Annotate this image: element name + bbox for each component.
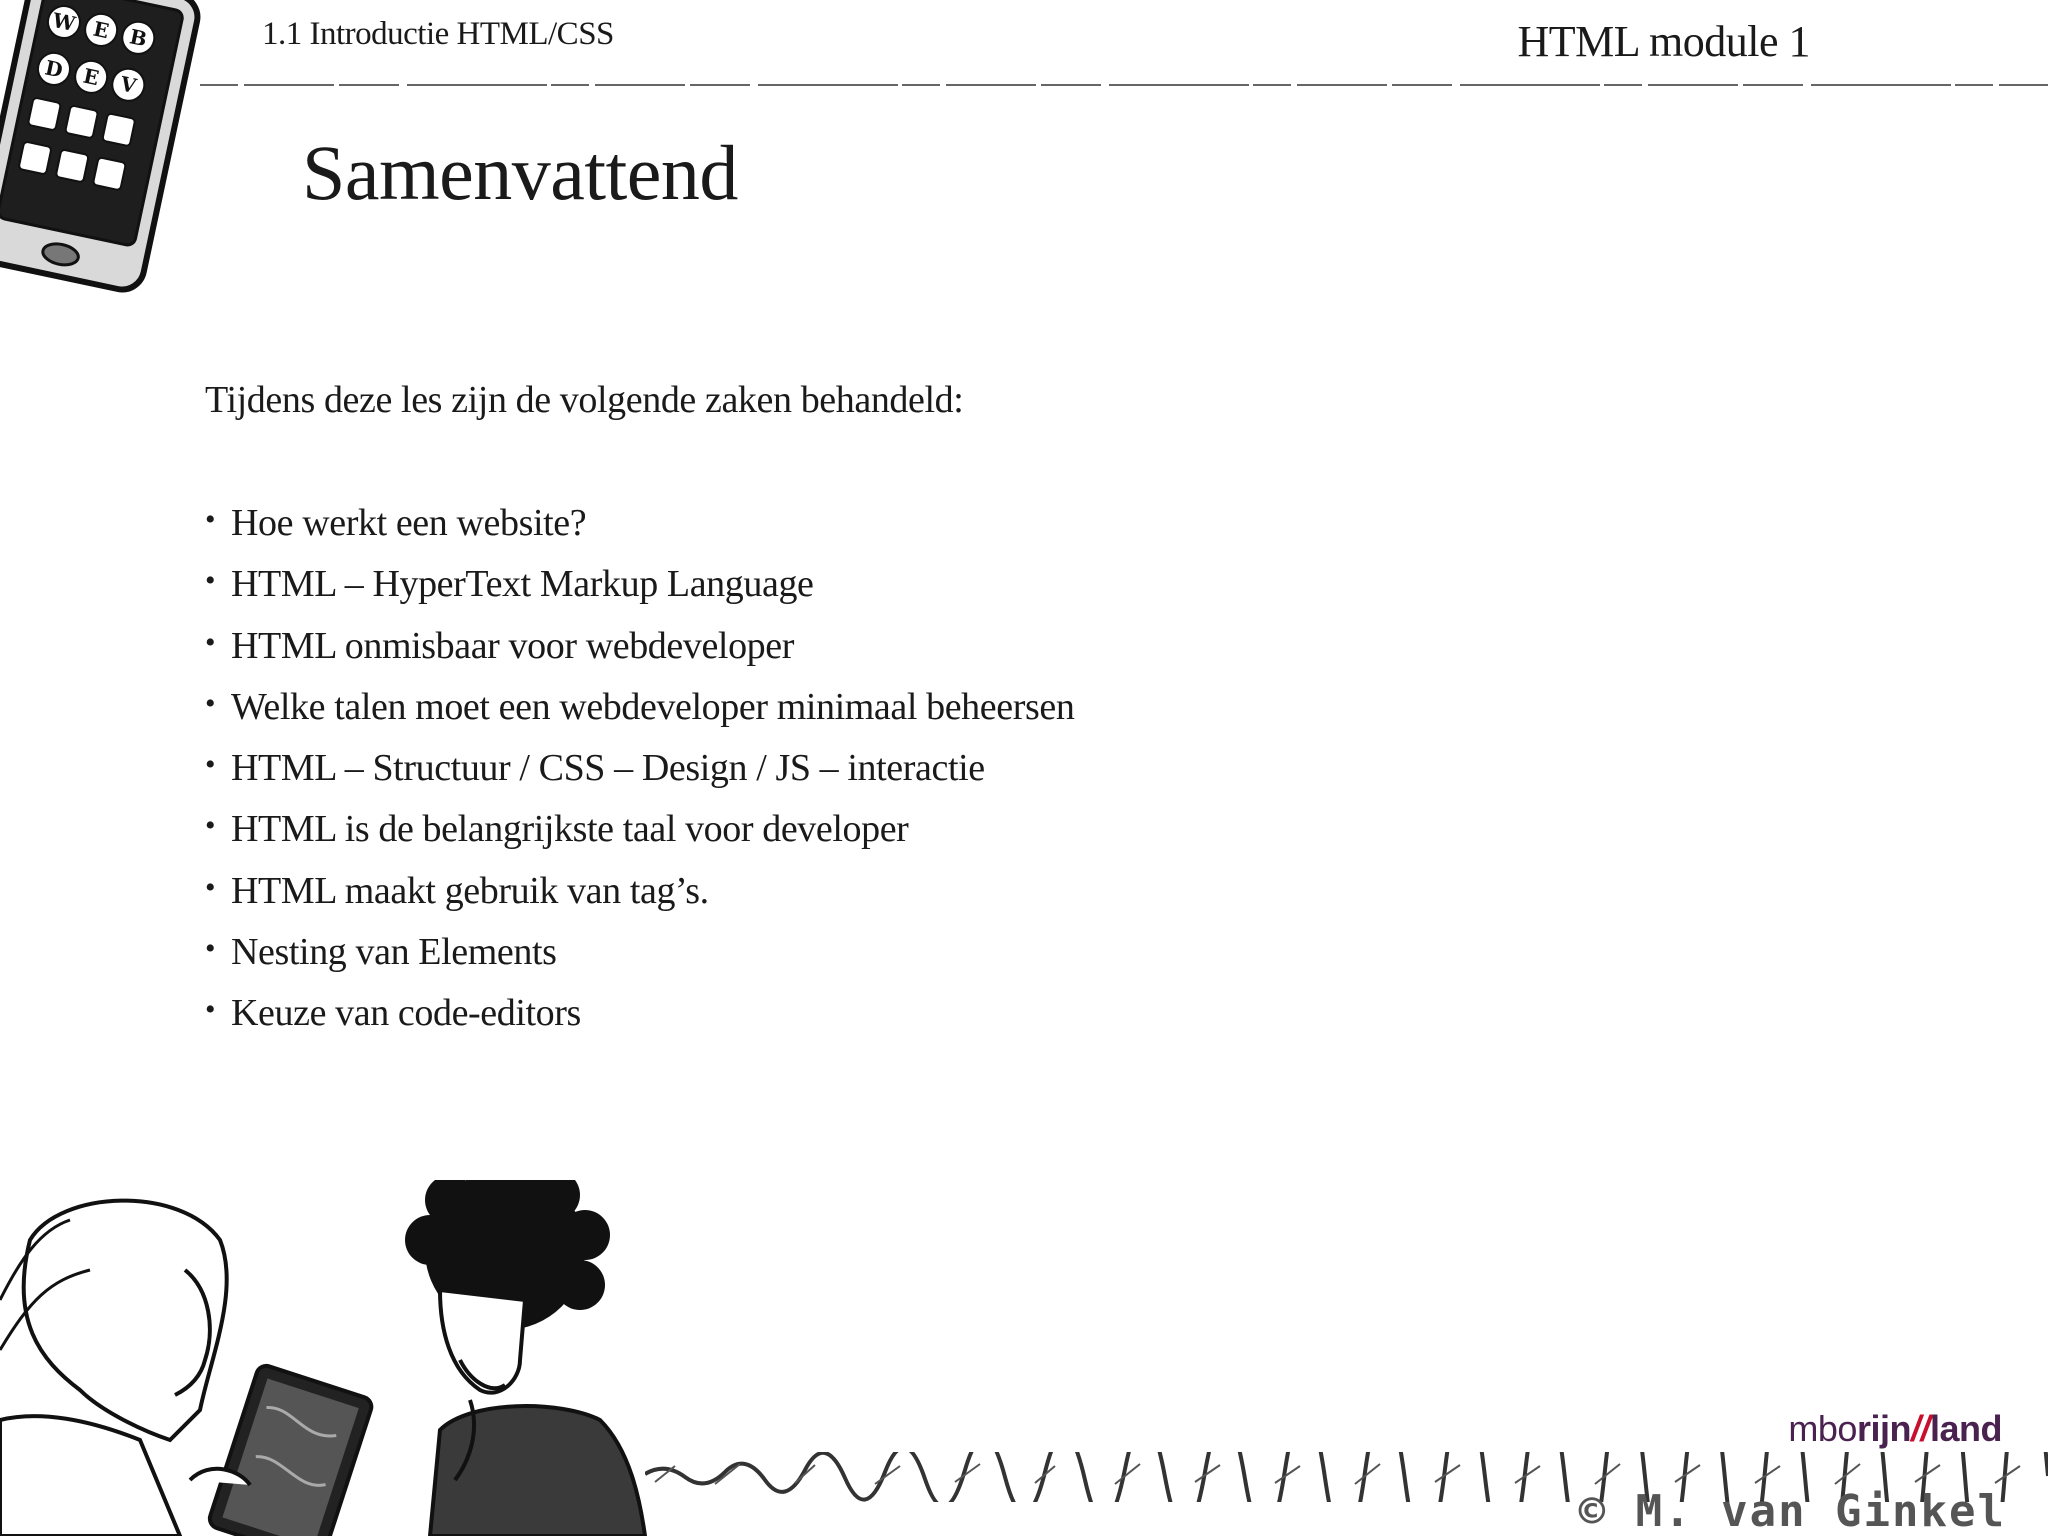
intro-text: Tijdens deze les zijn de volgende zaken behandeld: xyxy=(205,379,964,421)
module-label: HTML module 1 xyxy=(1517,17,1810,66)
list-item-text: Welke talen moet een webdeveloper minimaal beheersen xyxy=(231,685,1075,728)
page-title: Samenvattend xyxy=(302,129,738,216)
topic-list xyxy=(205,500,1074,1052)
bullet-icon: • xyxy=(205,809,216,843)
people-illustration xyxy=(0,1180,650,1536)
mborijnland-logo: mborijn//land xyxy=(1788,1408,2002,1449)
list-item-text: Nesting van Elements xyxy=(231,931,557,974)
header-divider xyxy=(200,82,2048,88)
copyright-text: © M. van Ginkel xyxy=(1578,1486,2006,1536)
webdev-phone-illustration xyxy=(0,0,220,320)
bullet-icon: • xyxy=(205,564,216,598)
phone-letter: E xyxy=(91,16,112,44)
bullet-icon: • xyxy=(205,748,216,782)
list-item-text: HTML – Structuur / CSS – Design / JS – interactie xyxy=(231,747,985,790)
list-item xyxy=(205,868,1074,929)
phone-letter: E xyxy=(81,63,102,91)
list-item xyxy=(205,623,1074,684)
bullet-icon: • xyxy=(205,625,216,659)
bullet-icon: • xyxy=(205,503,216,536)
list-item-text: HTML – HyperText Markup Language xyxy=(231,563,814,606)
list-item xyxy=(205,929,1074,990)
list-item-text: HTML maakt gebruik van tag’s. xyxy=(231,869,709,912)
list-item xyxy=(205,561,1074,622)
list-item-text: Keuze van code-editors xyxy=(231,992,581,1035)
phone-letter: D xyxy=(43,55,65,83)
bullet-icon: • xyxy=(205,932,216,966)
list-item xyxy=(205,500,1074,561)
list-item xyxy=(205,745,1074,806)
bullet-icon: • xyxy=(205,686,216,720)
bullet-icon: • xyxy=(205,870,216,904)
phone-letter: V xyxy=(118,71,139,99)
list-item-text: HTML onmisbaar voor webdeveloper xyxy=(231,624,795,667)
phone-letter: B xyxy=(127,24,150,52)
bullet-icon: • xyxy=(205,993,216,1027)
list-item xyxy=(205,990,1074,1051)
list-item xyxy=(205,806,1074,867)
course-label: 1.1 Introductie HTML/CSS xyxy=(262,16,614,52)
list-item-text: Hoe werkt een website? xyxy=(231,502,587,544)
list-item-text: HTML is de belangrijkste taal voor developer xyxy=(231,808,909,851)
list-item xyxy=(205,684,1074,745)
phone-letter: W xyxy=(50,7,78,37)
